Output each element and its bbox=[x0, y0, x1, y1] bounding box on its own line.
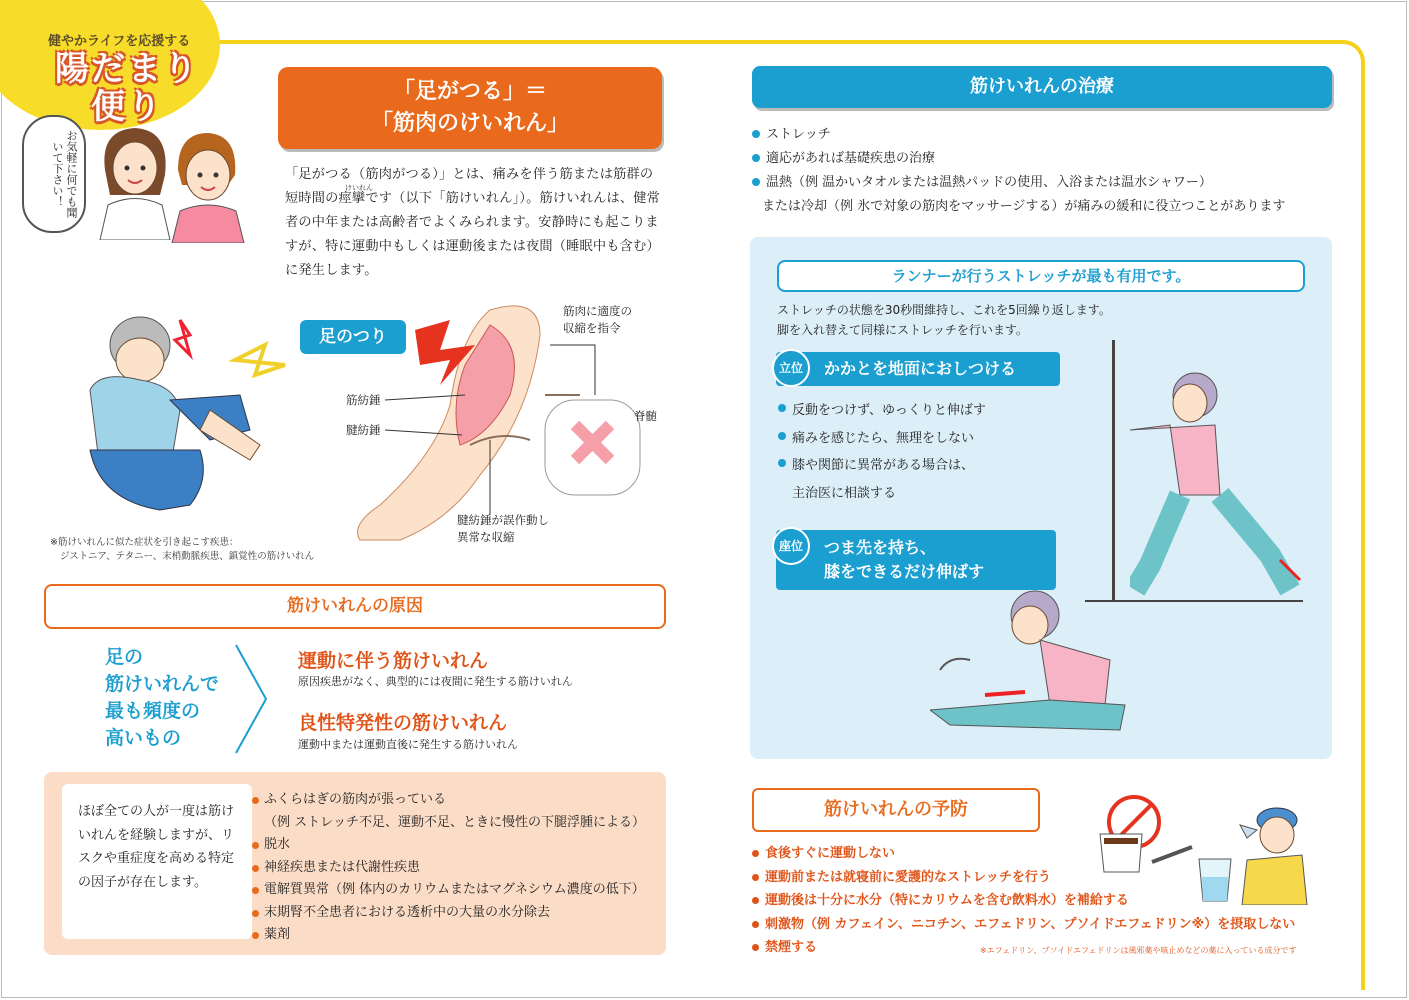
seated-title bbox=[776, 530, 1056, 584]
seated-stretch-illustration bbox=[930, 580, 1130, 745]
badge-title-line2: 便り bbox=[91, 87, 163, 127]
risk-list bbox=[252, 789, 645, 947]
seated-title-line1: つま先を持ち、 bbox=[824, 538, 937, 557]
treatment-continuation: または冷却（例 氷で対象の筋肉をマッサージする）が痛みの緩和に役立つことがあります bbox=[762, 199, 1286, 214]
list-item: ふくらはぎの筋肉が張っている bbox=[252, 789, 645, 812]
cause-type1-title: 運動に伴う筋けいれん bbox=[298, 650, 489, 672]
no-stimulants-icon bbox=[1092, 792, 1197, 882]
furigana: けいれん bbox=[345, 184, 373, 192]
prevention-footnote: ※エフェドリン、プソイドエフェドリンは風邪薬や咳止めなどの薬に入っている成分です bbox=[980, 946, 1297, 955]
list-item: 薬剤 bbox=[252, 924, 645, 947]
stretch-desc-line1: ストレッチの状態を30秒間維持し、これを5回繰り返します。 bbox=[777, 303, 1111, 317]
list-item: 運動後は十分に水分（特にカリウムを含む飲料水）を補給する bbox=[752, 889, 1295, 913]
standing-stretch-illustration bbox=[1130, 365, 1305, 600]
symptom-note bbox=[50, 536, 314, 564]
chevron-right-icon bbox=[232, 643, 272, 755]
badge-title bbox=[52, 50, 202, 126]
cause-left-line: 最も頻度の bbox=[105, 700, 201, 722]
list-item: 運動前または就寝前に愛護的なストレッチを行う bbox=[752, 866, 1295, 890]
cramp-tag: 足のつり bbox=[300, 320, 406, 354]
cause-left-line: 高いもの bbox=[105, 727, 182, 749]
label-malfunction-line1: 腱紡錘が誤作動し bbox=[457, 513, 549, 527]
label-command-line1: 筋肉に適度の bbox=[563, 304, 632, 318]
list-item: 反動をつけず、ゆっくりと伸ばす bbox=[778, 397, 986, 425]
treatment-heading: 筋けいれんの治療 bbox=[752, 66, 1332, 108]
label-malfunction-line2: 異常な収縮 bbox=[457, 530, 515, 544]
list-item: 末期腎不全患者における透析中の大量の水分除去 bbox=[252, 902, 645, 925]
treatment-list bbox=[752, 123, 1285, 219]
risk-card: ほぼ全ての人が一度は筋けいれんを経験しますが、リスクや重症度を高める特定の因子が存在します。 bbox=[62, 784, 252, 939]
cause-heading: 筋けいれんの原因 bbox=[44, 584, 666, 629]
seated-tag: 座位 bbox=[772, 527, 810, 565]
intro-heading-line1: 「足がつる」＝ bbox=[392, 79, 547, 104]
standing-list bbox=[778, 397, 986, 507]
standing-tag: 立位 bbox=[772, 349, 810, 387]
speech-bubble: お気軽に何でも聞いて下さい！ bbox=[22, 115, 86, 233]
label-command-line2: 収縮を指令 bbox=[563, 321, 621, 335]
drinking-man-illustration bbox=[1232, 800, 1312, 905]
list-item: 膝や関節に異常がある場合は、 bbox=[778, 452, 986, 480]
standing-pose-heading bbox=[776, 352, 1060, 386]
standing-title: かかとを地面におしつける bbox=[824, 359, 1017, 378]
label-malfunction bbox=[457, 512, 549, 546]
list-item: 禁煙する bbox=[752, 936, 1295, 960]
wall-line bbox=[1112, 340, 1115, 602]
cramp-illustration bbox=[60, 300, 310, 525]
symptom-note-line2: ジストニア、テタニー、末梢動脈疾患、鎮覚性の筋けいれん bbox=[60, 551, 315, 562]
cause-type2-title: 良性特発性の筋けいれん bbox=[298, 712, 508, 734]
badge-title-line1: 陽だまり bbox=[55, 49, 199, 89]
nurse-illustration bbox=[160, 125, 250, 243]
list-item: 脱水 bbox=[252, 834, 645, 857]
intro-body: 「足がつる（筋肉がつる）」とは、痛みを伴う筋または筋群の短時間の痙攣です（以下「筋けいれん」）。筋けいれんは、健常者の中年または高齢者でよくみられます。安静時にも起こりますが、特に運動中もしくは運動後または夜間（睡眠中も含む）に発生します。 bbox=[285, 167, 661, 278]
intro-heading-line2: 「筋肉のけいれん」 bbox=[370, 111, 569, 136]
stretch-description bbox=[777, 300, 1111, 340]
cause-type1-desc: 原因疾患がなく、典型的には夜間に発生する筋けいれん bbox=[298, 675, 573, 688]
badge-subtitle: 健やかライフを応援する bbox=[48, 34, 191, 49]
list-item: 温熱（例 温かいタオルまたは温熱パッドの使用、入浴または温水シャワー） bbox=[752, 171, 1285, 195]
stretch-heading: ランナーが行うストレッチが最も有用です。 bbox=[777, 260, 1305, 292]
seated-title-line2: 膝をできるだけ伸ばす bbox=[824, 562, 985, 581]
label-tendon-spindle: 腱紡錘 bbox=[346, 423, 381, 437]
cause-type2-desc: 運動中または運動直後に発生する筋けいれん bbox=[298, 738, 518, 751]
list-item: 神経疾患または代謝性疾患 bbox=[252, 857, 645, 880]
cause-left-text bbox=[105, 644, 219, 752]
list-item: （例 ストレッチ不足、運動不足、ときに慢性の下腿浮腫による） bbox=[264, 814, 646, 830]
prevention-heading: 筋けいれんの予防 bbox=[752, 788, 1040, 832]
list-item: 電解質異常（例 体内のカリウムまたはマグネシウム濃度の低下） bbox=[252, 879, 645, 902]
list-item: 痛みを感じたら、無理をしない bbox=[778, 425, 986, 453]
label-command bbox=[563, 303, 632, 337]
cause-left-line: 足の bbox=[105, 646, 144, 668]
list-item: ストレッチ bbox=[752, 123, 1285, 147]
stretch-desc-line2: 脚を入れ替えて同様にストレッチを行います。 bbox=[777, 323, 1028, 337]
list-item: 刺激物（例 カフェイン、ニコチン、エフェドリン、プソイドエフェドリン※）を摂取しない bbox=[752, 913, 1295, 937]
list-item: 食後すぐに運動しない bbox=[752, 842, 1295, 866]
label-muscle-spindle: 筋紡錘 bbox=[346, 393, 381, 407]
standing-continuation: 主治医に相談する bbox=[792, 485, 897, 501]
symptom-note-line1: ※筋けいれんに似た症状を引き起こす疾患： bbox=[50, 537, 239, 548]
list-item: 適応があれば基礎疾患の治療 bbox=[752, 147, 1285, 171]
water-glass-icon bbox=[1195, 855, 1235, 905]
intro-heading bbox=[278, 67, 662, 149]
label-spinal-cord: 脊髄 bbox=[634, 409, 657, 423]
cause-left-line: 筋けいれんで bbox=[105, 673, 220, 695]
